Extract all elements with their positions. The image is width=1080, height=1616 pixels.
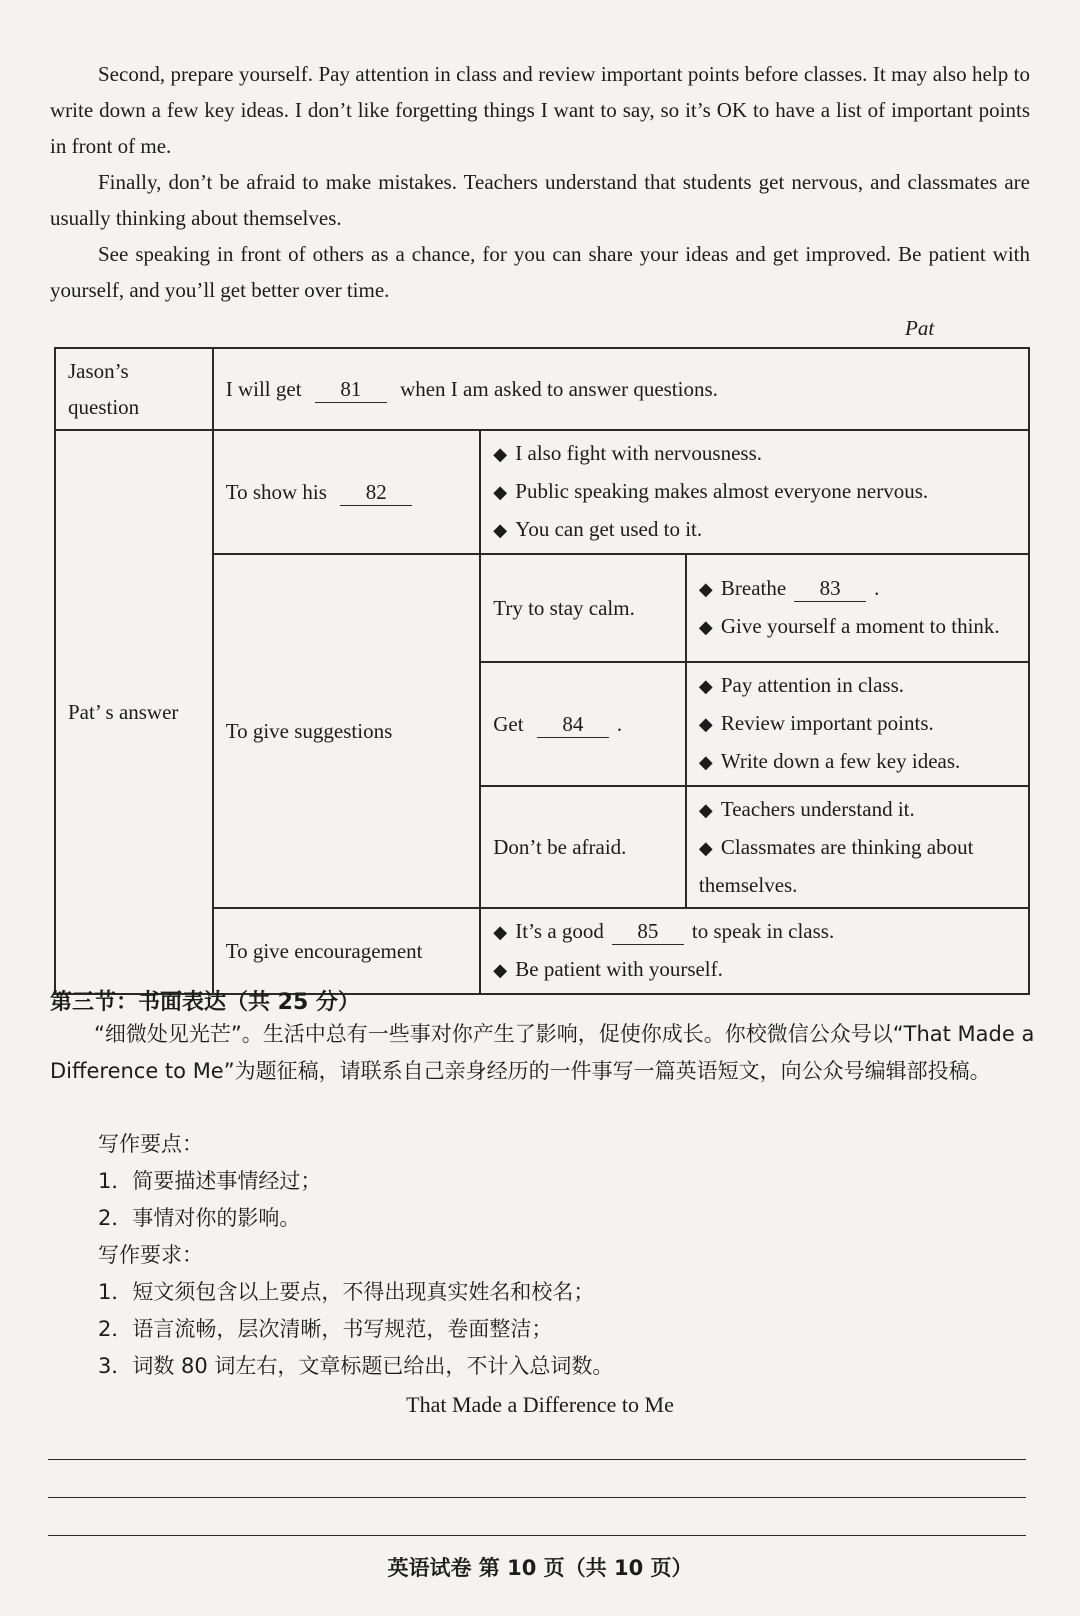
diamond-bullet-icon: ◆ — [698, 714, 713, 735]
show-points-cell — [480, 430, 1029, 554]
essay-title: That Made a Difference to Me — [406, 1392, 674, 1417]
passage-signature: Pat — [905, 316, 935, 340]
diamond-bullet-icon: ◆ — [493, 444, 508, 465]
get-points-cell — [686, 662, 1029, 786]
jason-text-before: I will get — [225, 377, 302, 401]
diamond-bullet-icon: ◆ — [698, 617, 713, 638]
passage-paragraph-2: Finally, don’t be afraid to make mistakes. Teachers understand that students get nervous, and classmates are usually thinking about themselves. — [50, 170, 1030, 230]
blank-82[interactable]: 82 — [340, 479, 412, 506]
show-his-cell — [213, 430, 481, 554]
passage-paragraph-3: See speaking in front of others as a chance, for you can share your ideas and get improved. Be patient with yourself, and you’ll get better over time. — [50, 242, 1030, 302]
passage-paragraph-1: Second, prepare yourself. Pay attention in class and review important points before classes. It may also help to write down a few key ideas. I don’t like forgetting things I want to say, so it’s OK to have a list of important points in front of me. — [50, 62, 1030, 158]
list-item: ◆ Public speaking makes almost everyone nervous. — [493, 473, 1016, 511]
blank-83[interactable]: 83 — [794, 575, 866, 602]
requirement-2: 2．语言流畅，层次清晰，书写规范，卷面整洁； — [98, 1317, 553, 1341]
table-row-show — [55, 430, 1029, 554]
encourage-points-cell — [480, 908, 1029, 994]
diamond-bullet-icon: ◆ — [493, 960, 508, 981]
list-item: ◆ Give yourself a moment to think. — [699, 608, 1016, 646]
blank-81[interactable]: 81 — [315, 376, 387, 403]
list-item: ◆ I also fight with nervousness. — [493, 435, 1016, 473]
list-item: ◆ Review important points. — [699, 705, 1016, 743]
get-text: Get — [493, 712, 524, 736]
section-title: 第三节：书面表达（共 25 分） — [50, 990, 360, 1015]
writing-intro: “细微处见光芒”。生活中总有一些事对你产生了影响，促使你成长。你校微信公众号以“That Made a Difference to Me”为题征稿，请联系自己亲身经历的一件事写一篇英语短文，向公众号编辑部投稿。 — [50, 1022, 1035, 1083]
list-item: ◆ Classmates are thinking about themselves. — [699, 829, 1016, 903]
calm-points-cell — [686, 554, 1029, 662]
writing-point-2: 2．事情对你的影响。 — [98, 1206, 301, 1230]
list-item: ◆ You can get used to it. — [493, 511, 1016, 549]
writing-point-1: 1．简要描述事情经过； — [98, 1169, 322, 1193]
list-item: ◆ It’s a good 85 to speak in class. — [493, 913, 1016, 951]
show-text: To show his — [225, 480, 327, 504]
diamond-bullet-icon: ◆ — [493, 482, 508, 503]
list-item: ◆ Be patient with yourself. — [493, 951, 1016, 989]
list-item: ◆ Write down a few key ideas. — [699, 743, 1016, 781]
writing-line-1[interactable] — [48, 1459, 1026, 1460]
diamond-bullet-icon: ◆ — [493, 922, 508, 943]
calm-label: Try to stay calm. — [480, 554, 686, 662]
requirement-1: 1．短文须包含以上要点，不得出现真实姓名和校名； — [98, 1280, 595, 1304]
diamond-bullet-icon: ◆ — [698, 676, 713, 697]
table-row-jason — [55, 348, 1029, 430]
diamond-bullet-icon: ◆ — [698, 838, 713, 859]
encouragement-label: To give encouragement — [213, 908, 481, 994]
answer-table — [54, 347, 1030, 995]
diamond-bullet-icon: ◆ — [698, 800, 713, 821]
writing-line-3[interactable] — [48, 1535, 1026, 1536]
points-heading: 写作要点： — [98, 1132, 203, 1156]
jason-question-label: Jason’s question — [55, 348, 213, 430]
pat-answer-label: Pat’ s answer — [55, 430, 213, 994]
list-item: ◆ Pay attention in class. — [699, 667, 1016, 705]
blank-85[interactable]: 85 — [612, 918, 684, 945]
suggestions-label: To give suggestions — [213, 554, 481, 908]
list-item: ◆ Teachers understand it. — [699, 791, 1016, 829]
requirement-3: 3．词数 80 词左右，文章标题已给出，不计入总词数。 — [98, 1354, 614, 1378]
requirements-heading: 写作要求： — [98, 1243, 203, 1267]
writing-line-2[interactable] — [48, 1497, 1026, 1498]
diamond-bullet-icon: ◆ — [698, 752, 713, 773]
get-cell: Get 84 . — [480, 662, 686, 786]
afraid-points-cell — [686, 786, 1029, 908]
diamond-bullet-icon: ◆ — [493, 520, 508, 541]
diamond-bullet-icon: ◆ — [698, 579, 713, 600]
jason-question-cell — [213, 348, 1029, 430]
blank-84[interactable]: 84 — [537, 711, 609, 738]
page-footer: 英语试卷 第 10 页（共 10 页） — [387, 1556, 693, 1580]
list-item: ◆ Breathe 83 . — [699, 570, 1016, 608]
jason-text-after: when I am asked to answer questions. — [400, 377, 718, 401]
afraid-label: Don’t be afraid. — [480, 786, 686, 908]
